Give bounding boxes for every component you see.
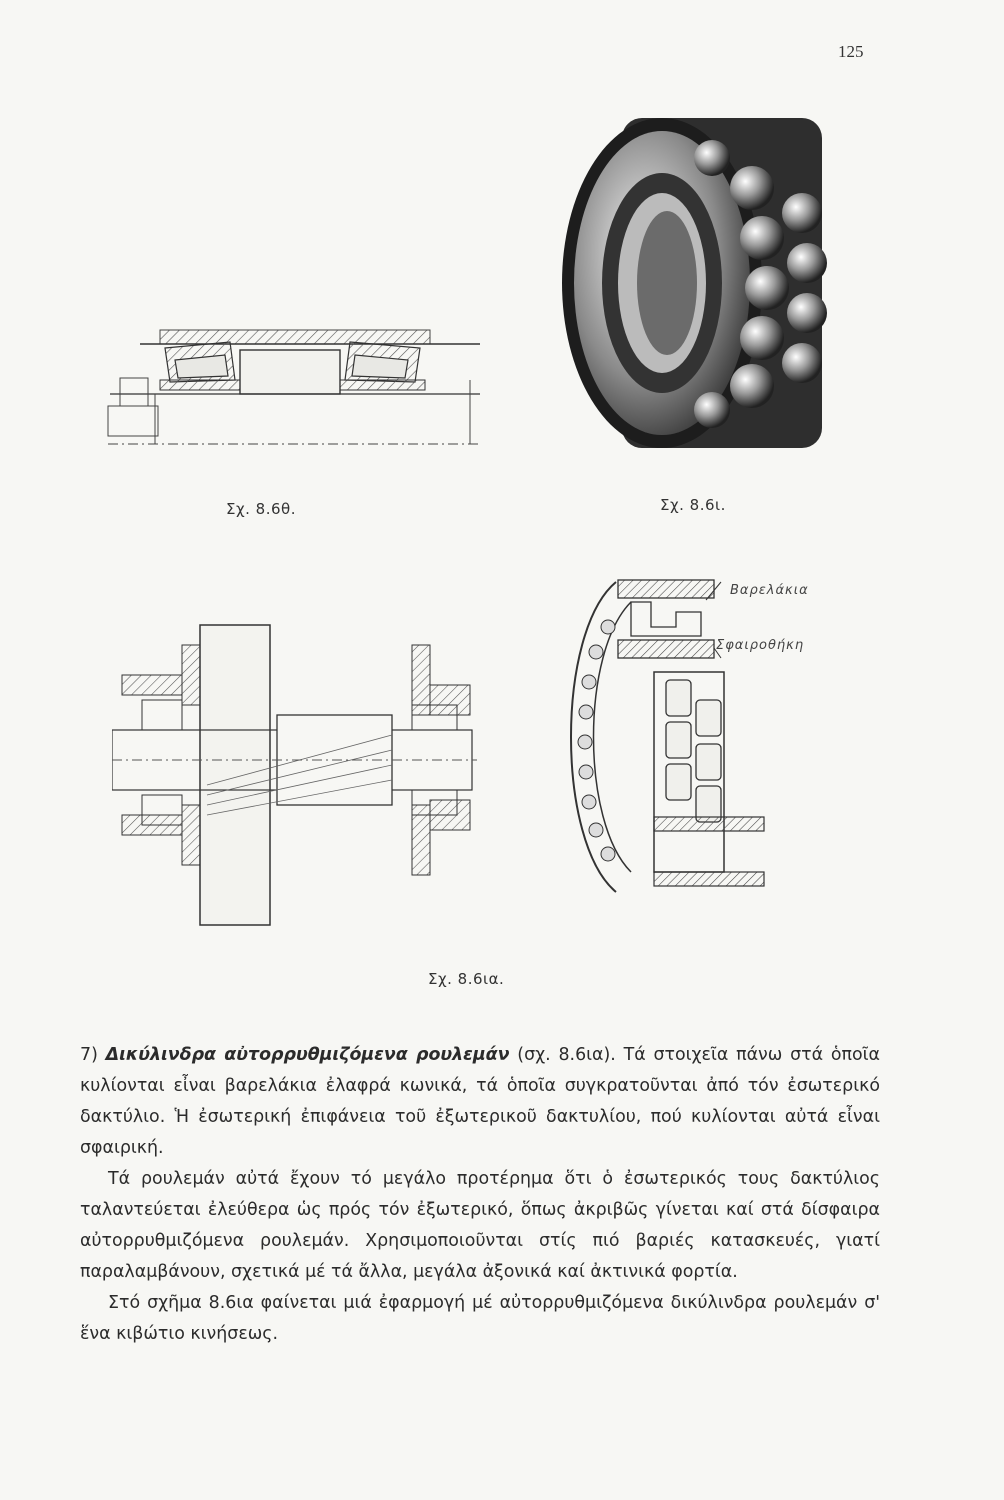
figure-8-6iota	[562, 118, 832, 448]
bearing-type-term: Δικύλινδρα αὐτορρυθμιζόμενα ρουλεμάν	[105, 1045, 510, 1065]
body-text	[80, 1040, 880, 1350]
double-row-ball-bearing-photo	[562, 118, 832, 448]
paragraph-advantages: Τά ρουλεμάν αὐτά ἔχουν τό μεγάλο προτέρημα ὅτι ὁ ἐσωτερικός τους δακτύλιος ταλαντεύεται ἐλεύθερα ὡς πρός τόν ἐξωτερικό, ὅπως ἀκριβῶς γίνεται καί στά δίσφαιρα αὐτορρυθμιζόμενα ρουλεμάν. Χρησιμοποιοῦνται στίς πιό βαριές κατασκευές, γιατί παραλαμβάνουν, σχετικά μέ τά ἄλλα, μεγάλα ἀξονικά καί ἀκτινικά φορτία.	[80, 1169, 880, 1282]
callout-spherical-housing: Σφαιροθήκη	[716, 638, 805, 653]
figure-8-6ia-caption: Σχ. 8.6ια.	[428, 970, 505, 988]
figure-8-6ia	[112, 615, 482, 930]
spherical-roller-bearing-section	[556, 572, 776, 902]
page-number: 125	[838, 42, 864, 61]
figure-8-6theta	[100, 320, 500, 460]
figure-8-6iota-caption: Σχ. 8.6ι.	[660, 496, 726, 514]
figure-8-6theta-caption: Σχ. 8.6θ.	[226, 500, 296, 518]
spherical-roller-bearing-drawing	[556, 572, 776, 902]
gearbox-shaft-drawing	[112, 615, 482, 930]
tapered-bearing-drawing	[100, 320, 500, 460]
paragraph-7-text: (σχ. 8.6ια). Τά στοιχεῖα πάνω στά ὁποῖα κυλίονται εἶναι βαρελάκια ἐλαφρά κωνικά, τά ὁποῖα συγκρατοῦνται ἀπό τόν ἐσωτερικό δακτύλιο. Ἡ ἐσωτερική ἐπιφάνεια τοῦ ἐξωτερικοῦ δακτυλίου, πού κυλίονται αὐτά εἶναι σφαιρική.	[80, 1045, 880, 1158]
paragraph-number: 7)	[80, 1045, 98, 1065]
paragraph-application: Στό σχῆμα 8.6ια φαίνεται μιά ἐφαρμογή μέ αὐτορρυθμιζόμενα δικύλινδρα ρουλεμάν σ' ἕνα κιβώτιο κινήσεως.	[80, 1293, 880, 1344]
callout-rollers: Βαρελάκια	[730, 583, 809, 598]
paragraph-7	[80, 1040, 880, 1164]
